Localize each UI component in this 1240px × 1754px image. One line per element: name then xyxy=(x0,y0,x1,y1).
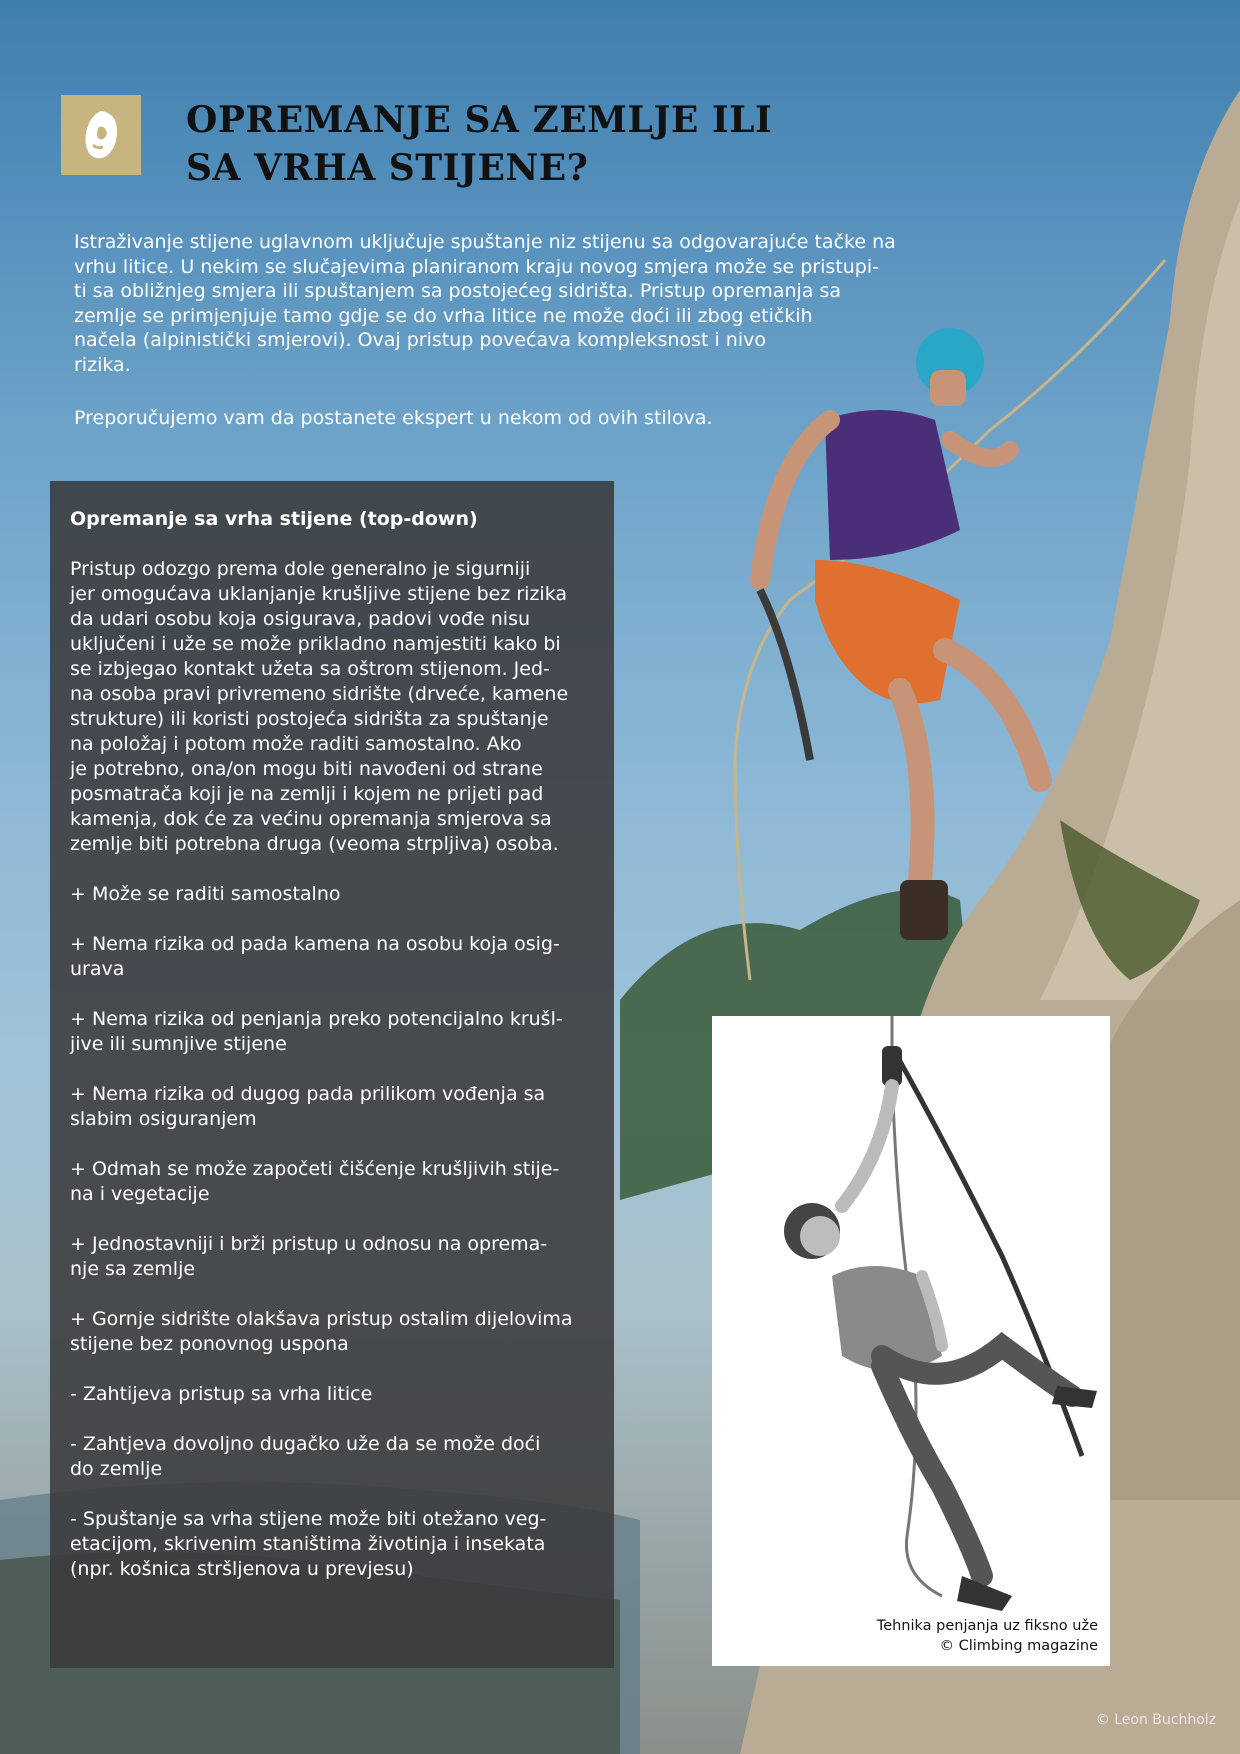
intro-text xyxy=(74,230,954,460)
list-item: + Odmah se može započeti čišćenje krušljivih stije- na i vegetacije xyxy=(70,1158,560,1205)
top-down-panel xyxy=(50,481,614,1668)
fixed-rope-illustration xyxy=(712,1016,1110,1616)
climbing-hold-icon xyxy=(81,109,121,161)
list-item: + Nema rizika od pada kamena na osobu koja osig- urava xyxy=(70,933,560,980)
list-item: + Gornje sidrište olakšava pristup ostalim dijelovima stijene bez ponovnog uspona xyxy=(70,1308,573,1355)
caption-copyright: © Climbing magazine xyxy=(939,1638,1098,1654)
list-item: + Može se raditi samostalno xyxy=(70,883,341,905)
list-item: - Spuštanje sa vrha stijene može biti otežano veg- etacijom, skrivenim staništima životinja i insekata (npr. košnica stršljenova u prevjesu) xyxy=(70,1508,547,1580)
panel-body: Pristup odozgo prema dole generalno je sigurniji jer omogućava uklanjanje krušljive stijene bez rizika da udari osobu koja osigurava, padovi vođe nisu uključeni i uže se može prikladno namjestiti kako bi se izbjegao kontakt užeta sa oštrom stijenom. Jed- na osoba pravi privremeno sidrište (drveće, kamene strukture) ili koristi postojeća sidrišta za spuštanje na položaj i potom može raditi samostalno. Ako je potrebno, ona/on mogu biti navođeni od strane posmatrača koji je na zemlji i kojem ne prijeti pad kamenja, dok će za većinu opremanja smjerova sa zemlje biti potrebna druga (veoma strpljiva) osoba. xyxy=(70,558,569,855)
page-title: OPREMANJE SA ZEMLJE ILI SA VRHA STIJENE? xyxy=(186,99,773,189)
list-item: - Zahtjeva dovoljno dugačko uže da se može doći do zemlje xyxy=(70,1433,541,1480)
list-item: + Jednostavniji i brži pristup u odnosu na oprema- nje sa zemlje xyxy=(70,1233,548,1280)
photo-credit: © Leon Buchholz xyxy=(1095,1712,1216,1728)
intro-paragraph: Istraživanje stijene uglavnom uključuje spuštanje niz stijenu sa odgovarajuće tačke na vrhu litice. U nekim se slučajevima planiranom kraju novog smjera može se pristupi- ti sa obližnjeg smjera ili spuštanjem sa postojećeg sidrišta. Pristup opremanja sa zemlje se primjenjuje tamo gdje se do vrha litice ne može doći ili zbog etičkih načela (alpinistički smjerovi). Ovaj pristup povećava kompleksnost i nivo rizika. xyxy=(74,231,896,376)
list-item: + Nema rizika od dugog pada prilikom vođenja sa slabim osiguranjem xyxy=(70,1083,546,1130)
logo-badge xyxy=(61,95,141,175)
list-item: + Nema rizika od penjanja preko potencijalno krušl- jive ili sumnjive stijene xyxy=(70,1008,563,1055)
panel-heading: Opremanje sa vrha stijene (top-down) xyxy=(70,508,478,530)
fixed-rope-figure xyxy=(712,1016,1110,1666)
intro-recommendation: Preporučujemo vam da postanete ekspert u nekom od ovih stilova. xyxy=(74,407,713,429)
caption-title: Tehnika penjanja uz fiksno uže xyxy=(876,1618,1098,1634)
figure-caption xyxy=(877,1616,1098,1656)
list-item: - Zahtijeva pristup sa vrha litice xyxy=(70,1383,373,1405)
